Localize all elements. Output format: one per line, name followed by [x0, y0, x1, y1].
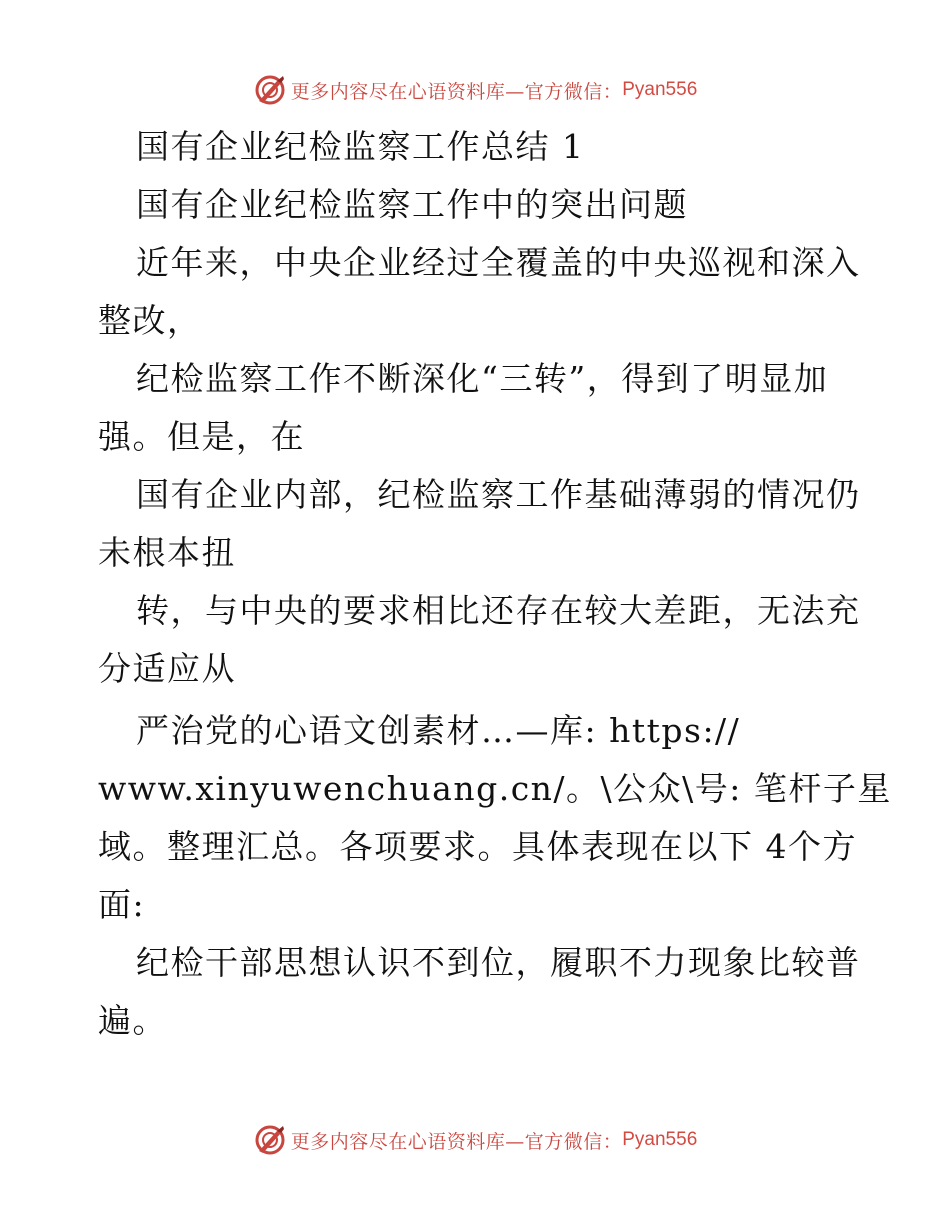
banner-text: 更多内容尽在心语资料库—官方微信：	[290, 1130, 623, 1153]
paragraph-line: 转，与中央的要求相比还存在较大差距，无法充	[136, 591, 861, 630]
banner-wechat-id: Pyan556	[622, 1129, 698, 1150]
paragraph-line: 纪检干部思想认识不到位，履职不力现象比较普	[136, 943, 861, 982]
paragraph-line: 强。但是，在	[98, 417, 305, 456]
paragraph-line: 分适应从	[98, 649, 236, 688]
paragraph-line: 国有企业内部，纪检监察工作基础薄弱的情况仍	[136, 475, 861, 514]
paragraph-line: 整改，	[98, 301, 202, 340]
paragraph-line: 严治党的心语文创素材…—库: https://	[136, 711, 741, 750]
paragraph-line: 未根本扭	[98, 533, 236, 572]
paragraph-line: 近年来，中央企业经过全覆盖的中央巡视和深入	[136, 243, 861, 282]
pen-circle-logo-icon	[253, 1123, 287, 1157]
banner-text: 更多内容尽在心语资料库—官方微信：	[290, 80, 623, 103]
paragraph-line: 遍。	[98, 1001, 167, 1040]
document-title: 国有企业纪检监察工作总结 1	[136, 127, 585, 166]
paragraph-line: 域。整理汇总。各项要求。具体表现在以下 4个方	[98, 827, 857, 866]
footer-banner	[0, 1120, 950, 1160]
paragraph-line: 纪检监察工作不断深化“三转”，得到了明显加	[136, 359, 829, 398]
paragraph-line: 面:	[98, 885, 146, 924]
pen-circle-logo-icon	[253, 73, 287, 107]
banner-wechat-id: Pyan556	[622, 79, 698, 100]
section-heading: 国有企业纪检监察工作中的突出问题	[136, 185, 688, 224]
header-banner	[0, 70, 950, 110]
paragraph-line: www.xinyuwenchuang.cn/。\公众\号: 笔杆子星	[98, 769, 892, 808]
